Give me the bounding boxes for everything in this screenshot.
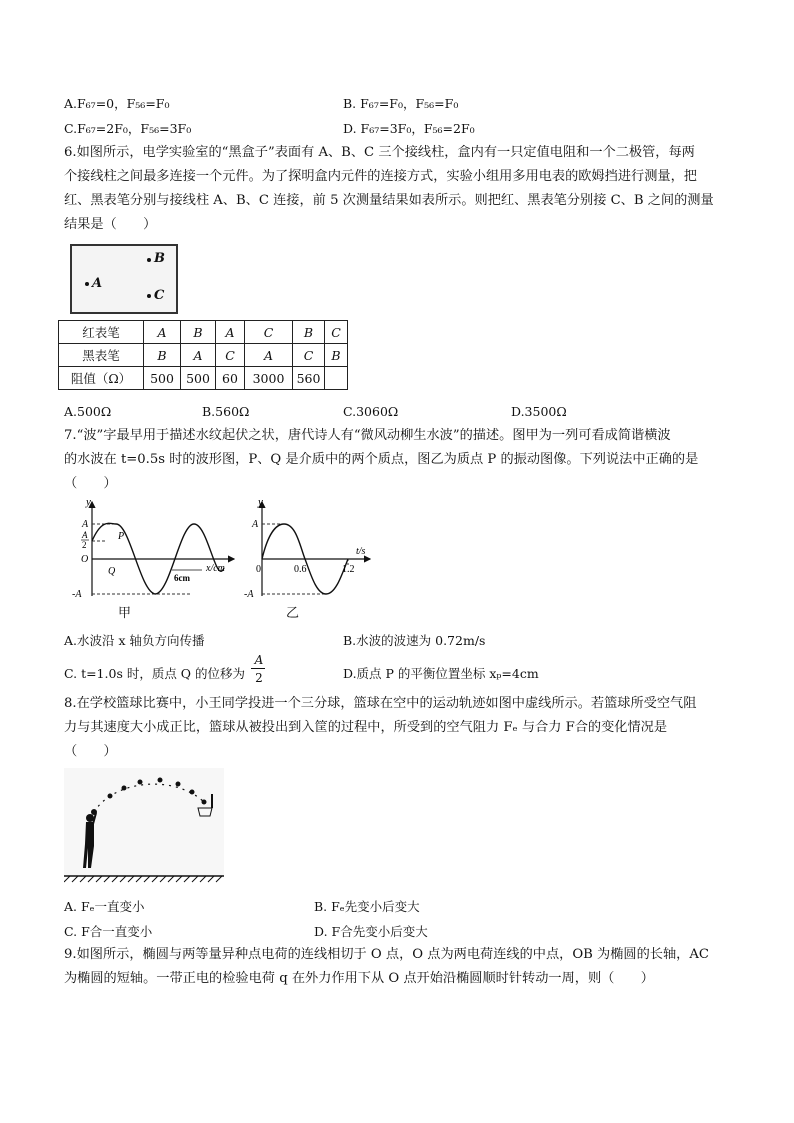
axis-label: y	[86, 496, 91, 508]
wave-figure-b	[244, 496, 384, 620]
q6-option-a: A.500Ω	[64, 404, 112, 419]
axis-label: A	[82, 519, 89, 530]
terminal-a-label: A	[92, 276, 103, 291]
black-box-figure	[70, 244, 178, 314]
table-cell: B	[181, 321, 216, 344]
point-label-p: P	[118, 531, 125, 542]
tick-label: 0.6	[294, 564, 307, 575]
axis-label: t/s	[356, 546, 366, 557]
table-cell: A	[245, 344, 293, 367]
table-cell: C	[293, 344, 325, 367]
fraction-denominator: 2	[255, 671, 263, 685]
table-cell: 红表笔	[59, 321, 144, 344]
table-cell: C	[216, 344, 245, 367]
basketball-figure	[64, 768, 224, 886]
table-cell: 500	[181, 367, 216, 390]
figure-a-caption: 甲	[118, 606, 132, 621]
table-cell: B	[325, 344, 348, 367]
axis-label: x/cm	[206, 563, 225, 574]
q7-option-a: A.水波沿 x 轴负方向传播	[64, 633, 205, 648]
table-row-red-probe	[59, 321, 348, 344]
axis-label: -A	[72, 589, 82, 600]
axis-label: A	[252, 519, 259, 530]
q7-stem-line2: 的水波在 t=0.5s 时的波形图，P、Q 是介质中的两个质点，图乙为质点 P 的振动图像。下列说法中正确的是	[64, 452, 699, 467]
q6-stem-line1: 6.如图所示，电学实验室的“黑盒子”表面有 A、B、C 三个接线柱，盒内有一只定值电阻和一个二极管，每两	[64, 145, 695, 160]
q8-option-d: D. F合先变小后变大	[314, 924, 428, 939]
q8-stem-line3: （ ）	[64, 744, 117, 759]
table-cell: 60	[216, 367, 245, 390]
q6-stem-line2: 个接线柱之间最多连接一个元件。为了探明盒内元件的连接方式，实验小组用多用电表的欧姆挡进行测量，把	[64, 169, 697, 184]
table-cell: C	[325, 321, 348, 344]
q6-stem-line4: 结果是（ ）	[64, 217, 157, 232]
q6-option-d: D.3500Ω	[511, 404, 567, 419]
table-cell: 560	[293, 367, 325, 390]
wave-figure-a	[62, 496, 242, 620]
q5-option-d: D. F₆₇=3F₀，F₅₆=2F₀	[343, 121, 475, 136]
q5-option-c: C.F₆₇=2F₀，F₅₆=3F₀	[64, 121, 192, 136]
measurement-table	[58, 320, 348, 390]
figure-b-caption: 乙	[286, 606, 300, 621]
table-cell: 阻值（Ω）	[59, 367, 144, 390]
fraction-numerator: A	[254, 653, 264, 667]
q6-option-c: C.3060Ω	[343, 404, 399, 419]
q7-stem-line1: 7.“波”字最早用于描述水纹起伏之状，唐代诗人有“微风动柳生水波”的描述。图甲为一列可看成简谐横波	[64, 428, 671, 443]
q8-option-c: C. F合一直变小	[64, 924, 153, 939]
table-cell	[325, 367, 348, 390]
terminal-c-label: C	[154, 288, 165, 303]
q8-option-a: A. Fₑ一直变小	[64, 899, 145, 914]
q7-option-c: C. t=1.0s 时，质点 Q 的位移为	[64, 666, 246, 681]
tick-label: 1.2	[342, 564, 355, 575]
table-cell: B	[144, 344, 181, 367]
q7-stem-line3: （ ）	[64, 476, 117, 491]
point-label-q: Q	[108, 566, 116, 577]
axis-label: 0	[256, 564, 261, 575]
q9-stem-line2: 为椭圆的短轴。一带正电的检验电荷 q 在外力作用下从 O 点开始沿椭圆顺时针转动一周，则（ ）	[64, 971, 654, 986]
table-cell: 500	[144, 367, 181, 390]
axis-label: 2	[82, 540, 87, 550]
q9-stem-line1: 9.如图所示，椭圆与两等量异种点电荷的连线相切于 O 点，O 点为两电荷连线的中点，OB 为椭圆的长轴，AC	[64, 947, 709, 962]
q7-option-b: B.水波的波速为 0.72m/s	[343, 633, 486, 648]
q6-stem-line3: 红、黑表笔分别与接线柱 A、B、C 连接，前 5 次测量结果如表所示。则把红、黑表笔分别接 C、B 之间的测量	[64, 193, 714, 208]
table-cell: 黑表笔	[59, 344, 144, 367]
q8-stem-line1: 8.在学校篮球比赛中，小王同学投进一个三分球，篮球在空中的运动轨迹如图中虚线所示。若篮球所受空气阻	[64, 696, 697, 711]
q8-option-b: B. Fₑ先变小后变大	[314, 899, 420, 914]
table-cell: A	[144, 321, 181, 344]
q7-option-d: D.质点 P 的平衡位置坐标 xₚ=4cm	[343, 666, 539, 681]
q8-stem-line2: 力与其速度大小成正比，篮球从被投出到入筐的过程中，所受到的空气阻力 Fₑ 与合力 F合的变化情况是	[64, 720, 668, 735]
table-cell: A	[216, 321, 245, 344]
table-cell: A	[181, 344, 216, 367]
table-cell: 3000	[245, 367, 293, 390]
axis-label: -A	[244, 589, 254, 600]
table-cell: B	[293, 321, 325, 344]
fraction-bar	[251, 668, 265, 669]
axis-label: O	[81, 554, 89, 565]
table-row-black-probe	[59, 344, 348, 367]
span-label: 6cm	[174, 573, 190, 583]
terminal-b-label: B	[154, 251, 165, 266]
q6-option-b: B.560Ω	[202, 404, 250, 419]
q5-option-b: B. F₆₇=F₀，F₅₆=F₀	[343, 96, 459, 111]
table-row-resistance	[59, 367, 348, 390]
q5-option-a: A.F₆₇=0，F₅₆=F₀	[64, 96, 170, 111]
table-cell: C	[245, 321, 293, 344]
axis-label: y	[258, 496, 263, 508]
axis-label: A	[82, 530, 88, 540]
